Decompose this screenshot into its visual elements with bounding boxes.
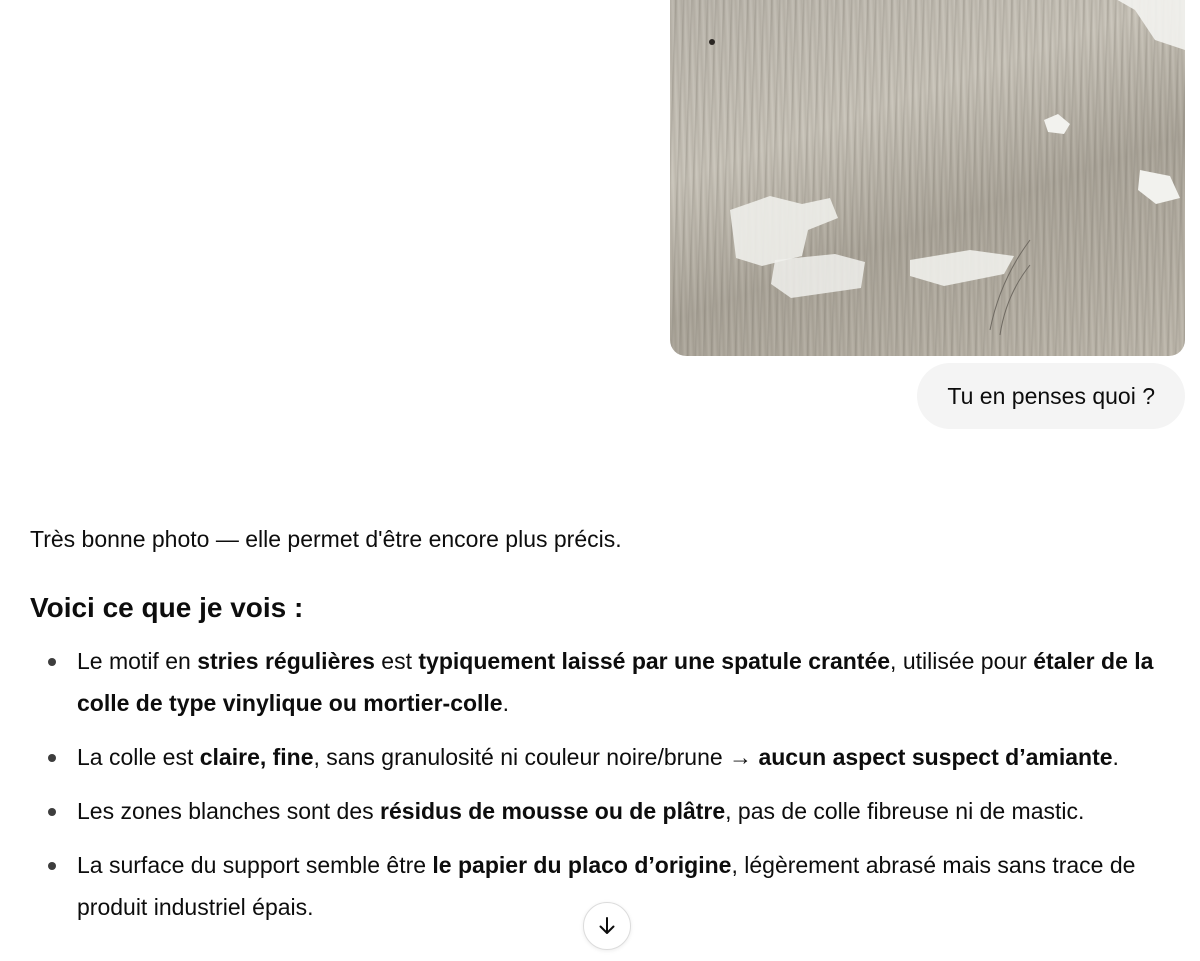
- text-segment: , légèrement abrasé mais sans trace de produit industriel épais.: [77, 852, 1136, 920]
- bold-text: résidus de mousse ou de plâtre: [380, 798, 726, 824]
- text-segment: Le motif en: [77, 648, 198, 674]
- list-item: [77, 736, 1190, 778]
- bold-text: stries régulières: [197, 648, 375, 674]
- text-segment: .: [1112, 744, 1119, 770]
- text-segment: , utilisée pour: [890, 648, 1034, 674]
- list-item: [77, 844, 1190, 928]
- bold-text: le papier du placo d’origine: [432, 852, 732, 878]
- text-segment: est: [374, 648, 419, 674]
- bold-text: aucun aspect suspect d’amiante: [758, 744, 1113, 770]
- assistant-message: [30, 520, 1190, 940]
- arrow-down-icon: [596, 915, 618, 937]
- text-segment: Les zones blanches sont des: [77, 798, 381, 824]
- list-item: [77, 790, 1190, 832]
- bold-text: typiquement laissé par une spatule crantée: [418, 648, 891, 674]
- wall-photo-detail: [670, 0, 1185, 356]
- text-segment: .: [502, 690, 509, 716]
- text-segment: La colle est: [77, 744, 200, 770]
- bold-text: étaler de la colle de type vinylique ou mortier-colle: [77, 648, 1154, 716]
- bold-text: claire, fine: [199, 744, 314, 770]
- scroll-to-bottom-button[interactable]: [583, 902, 631, 950]
- text-segment: , sans granulosité ni couleur noire/brune →: [313, 744, 759, 770]
- text-segment: , pas de colle fibreuse ni de mastic.: [725, 798, 1085, 824]
- attached-wall-photo[interactable]: [670, 0, 1185, 356]
- text-segment: La surface du support semble être: [77, 852, 433, 878]
- list-item: [77, 640, 1190, 724]
- user-message-bubble: [917, 363, 1185, 429]
- assistant-points-list: [30, 640, 1190, 928]
- assistant-intro: Très bonne photo — elle permet d'être encore plus précis.: [30, 526, 622, 552]
- user-message-text: Tu en penses quoi ?: [947, 382, 1155, 409]
- assistant-heading: Voici ce que je vois :: [30, 592, 304, 623]
